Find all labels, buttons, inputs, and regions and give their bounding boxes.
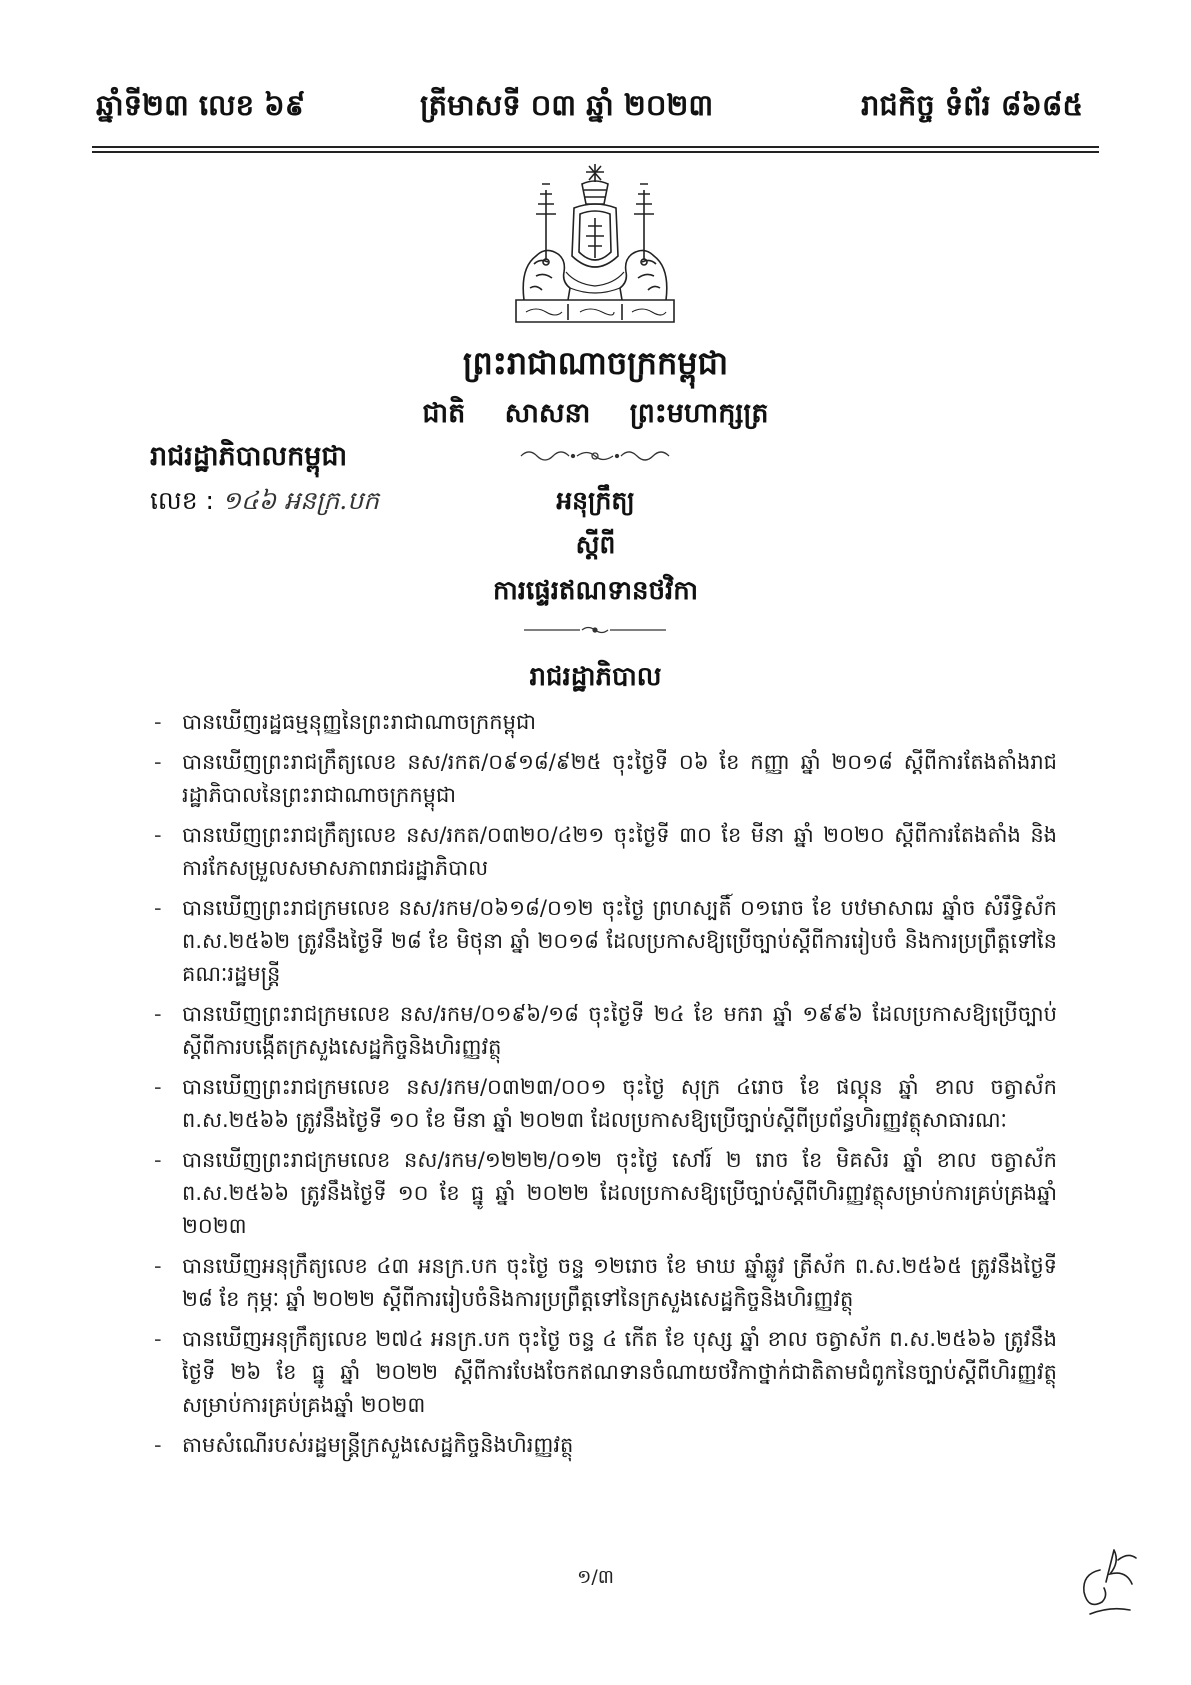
recital-item: - បានឃើញព្រះរាជក្រមលេខ នស/រកម/០៦១៨/០១២ ចុះថ្ងៃ ព្រហស្បតិ៍ ០១រោច ខែ បឋមាសាឍ ឆ្នាំច សំរឹទ្ធិស័ក ព.ស.២៥៦២ ត្រូវនឹងថ្ងៃទី ២៨ ខែ មិថុនា ឆ្នាំ ២០១៨ ដែលប្រកាសឱ្យប្រើច្បាប់ស្តីពីការរៀបចំ និងការប្រព្រឹត្តទៅនៃគណៈរដ្ឋមន្ត្រី: [152, 892, 1057, 991]
recital-item: - បានឃើញរដ្ឋធម្មនុញ្ញនៃព្រះរាជាណាចក្រកម្ពុជា: [152, 706, 1057, 739]
recital-item: - បានឃើញអនុក្រឹត្យលេខ ៤៣ អនក្រ.បក ចុះថ្ងៃ ចន្ទ ១២រោច ខែ មាឃ ឆ្នាំឆ្លូវ ត្រីស័ក ព.ស.២៥៦៥ ត្រូវនឹងថ្ងៃទី ២៨ ខែ កុម្ភៈ ឆ្នាំ ២០២២ ស្តីពីការរៀបចំនិងការប្រព្រឹត្តទៅនៃក្រសួងសេដ្ឋកិច្ចនិងហិរញ្ញវត្ថុ: [152, 1250, 1057, 1316]
recital-item: - បានឃើញព្រះរាជក្រមលេខ នស/រកម/១២២២/០១២ ចុះថ្ងៃ សៅរ៍ ២ រោច ខែ មិគសិរ ឆ្នាំ ខាល ចត្វាស័ក ព.ស.២៥៦៦ ត្រូវនឹងថ្ងៃទី ១០ ខែ ធ្នូ ឆ្នាំ ២០២២ ដែលប្រកាសឱ្យប្រើច្បាប់ស្តីពីហិរញ្ញវត្ថុសម្រាប់ការគ្រប់គ្រងឆ្នាំ ២០២៣: [152, 1144, 1057, 1243]
ornament-divider-icon: [515, 446, 675, 466]
recital-item: - តាមសំណើរបស់រដ្ឋមន្ត្រីក្រសួងសេដ្ឋកិច្ចនិងហិរញ្ញវត្ថុ: [152, 1429, 1057, 1462]
page-number: ១/៣: [576, 1566, 615, 1588]
national-motto: ជាតិ សាសនា ព្រះមហាក្សត្រ: [422, 398, 769, 429]
recital-item: - បានឃើញព្រះរាជក្រមលេខ នស/រកម/០១៩៦/១៨ ចុះថ្ងៃទី ២៤ ខែ មករា ឆ្នាំ ១៩៩៦ ដែលប្រកាសឱ្យប្រើច្បាប់ស្តីពីការបង្កើតក្រសួងសេដ្ឋកិច្ចនិងហិរញ្ញវត្ថុ: [152, 998, 1057, 1064]
document-number-value: ១៤៦ អនក្រ.បក: [221, 486, 379, 515]
document-type: អនុក្រឹត្យ: [556, 486, 635, 515]
document-number-label: លេខ :: [150, 486, 214, 515]
document-subject: ការផ្ទេរឥណទានថវិកា: [492, 576, 699, 606]
header-rule: [92, 146, 1099, 148]
header-year-issue: ឆ្នាំទី២៣ លេខ ៦៩: [96, 88, 306, 122]
recital-item: - បានឃើញព្រះរាជក្រឹត្យលេខ នស/រកត/០៣២០/៤២១ ចុះថ្ងៃទី ៣០ ខែ មីនា ឆ្នាំ ២០២០ ស្តីពីការតែងតាំង និងការកែសម្រួលសមាសភាពរាជរដ្ឋាភិបាល: [152, 819, 1057, 885]
document-about: ស្តីពី: [575, 530, 616, 559]
royal-coat-of-arms-icon: [506, 160, 684, 330]
header-gazette-page: រាជកិច្ច ទំព័រ ៨៦៨៥: [861, 88, 1083, 122]
issuer-name: រាជរដ្ឋាភិបាលកម្ពុជា: [150, 441, 348, 472]
small-ornament-divider-icon: [520, 624, 670, 636]
recitals-list: [152, 706, 1057, 1469]
recital-item: - បានឃើញព្រះរាជក្រឹត្យលេខ នស/រកត/០៩១៨/៩២៥ ចុះថ្ងៃទី ០៦ ខែ កញ្ញា ឆ្នាំ ២០១៨ ស្តីពីការតែងតាំងរាជរដ្ឋាភិបាលនៃព្រះរាជាណាចក្រកម្ពុជា: [152, 746, 1057, 812]
handwritten-initials-icon: [1070, 1530, 1150, 1620]
header-trimester: ត្រីមាសទី ០៣ ឆ្នាំ ២០២៣: [420, 88, 714, 122]
recital-item: - បានឃើញអនុក្រឹត្យលេខ ២៧៤ អនក្រ.បក ចុះថ្ងៃ ចន្ទ ៤ កើត ខែ បុស្ស ឆ្នាំ ខាល ចត្វាស័ក ព.ស.២៥៦៦ ត្រូវនឹងថ្ងៃទី ២៦ ខែ ធ្នូ ឆ្នាំ ២០២២ ស្តីពីការបែងចែកឥណទានចំណាយថវិកាថ្នាក់ជាតិតាមជំពូកនៃច្បាប់ស្តីពីហិរញ្ញវត្ថុសម្រាប់ការគ្រប់គ្រងឆ្នាំ ២០២៣: [152, 1323, 1057, 1422]
kingdom-title: ព្រះរាជាណាចក្រកម្ពុជា: [462, 344, 729, 382]
recital-item: - បានឃើញព្រះរាជក្រមលេខ នស/រកម/០៣២៣/០០១ ចុះថ្ងៃ សុក្រ ៤រោច ខែ ផល្គុន ឆ្នាំ ខាល ចត្វាស័ក ព.ស.២៥៦៦ ត្រូវនឹងថ្ងៃទី ១០ ខែ មីនា ឆ្នាំ ២០២៣ ដែលប្រកាសឱ្យប្រើច្បាប់ស្តីពីប្រព័ន្ធហិរញ្ញវត្ថុសាធារណៈ: [152, 1071, 1057, 1137]
header-rule: [92, 151, 1099, 153]
issuing-authority: រាជរដ្ឋាភិបាល: [529, 662, 662, 692]
